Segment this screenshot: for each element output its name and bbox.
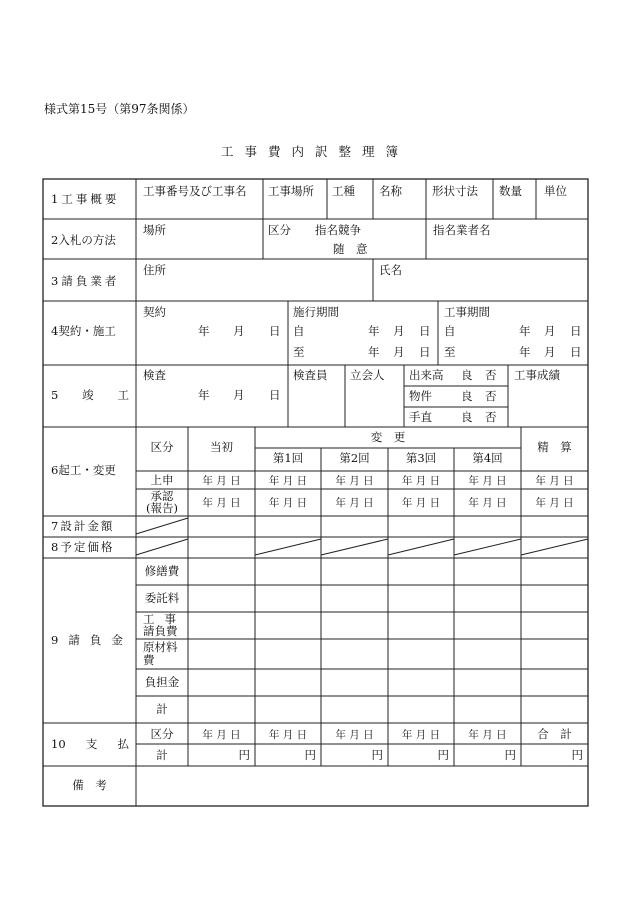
work-to-month: 月 (544, 345, 556, 359)
row5-label: 5竣工 (51, 388, 129, 402)
r9-materials-fee: 費 (143, 653, 155, 667)
inspection-label: 検査 (143, 368, 166, 382)
row8-label: 8予定価格 (51, 540, 115, 554)
r9-contract-fee: 請負費 (143, 624, 178, 638)
r6-approve-1: 年 月 日 (268, 497, 308, 509)
work-from-day: 日 (570, 324, 582, 338)
r6-time-2: 第2回 (339, 451, 370, 465)
procedure-bad: 否 (485, 410, 497, 424)
place-label: 場所 (143, 223, 166, 237)
r6-apply-4: 年 月 日 (468, 475, 507, 487)
r6-approve-initial: 年 月 日 (202, 497, 241, 509)
work-to: 至 (444, 345, 456, 359)
r6-approve-3: 年 月 日 (401, 497, 441, 509)
r6-report: (報告) (146, 501, 178, 515)
output-good: 良 (461, 368, 473, 382)
table-grid (43, 179, 588, 806)
row2-label: 2入札の方法 (51, 233, 116, 247)
r10-yen-4: 円 (437, 748, 449, 762)
r10-date-2: 年 月 日 (268, 729, 308, 741)
r6-apply-2: 年 月 日 (335, 475, 374, 487)
row4-label: 4契約・施工 (51, 324, 116, 338)
work-period-label: 工事期間 (444, 305, 490, 319)
type-header: 工種 (332, 184, 355, 198)
work-grade-label: 工事成績 (514, 368, 560, 382)
r6-approve-4: 年 月 日 (468, 497, 507, 509)
page-title: 工事費内訳整理簿 (220, 144, 409, 159)
r10-yen-5: 円 (504, 748, 516, 762)
r6-approve-settle: 年 月 日 (535, 497, 574, 509)
form-number: 様式第15号（第97条関係） (44, 102, 195, 116)
r10-yen-2: 円 (304, 748, 316, 762)
site-header: 工事場所 (268, 184, 314, 198)
name-header: 名称 (379, 184, 402, 198)
quantity-header: 数量 (499, 184, 522, 198)
r6-apply-initial: 年 月 日 (202, 475, 241, 487)
row3-label: 3請負業者 (51, 274, 120, 288)
r10-yen-6: 円 (571, 748, 583, 762)
inspector-label: 検査員 (293, 368, 328, 382)
r6-settlement: 精 算 (537, 440, 572, 454)
r6-apply-3: 年 月 日 (401, 475, 441, 487)
r6-time-1: 第1回 (272, 451, 304, 465)
r6-time-3: 第3回 (405, 451, 437, 465)
r10-yen-1: 円 (238, 748, 250, 762)
r10-category: 区分 (150, 727, 174, 741)
row6-label: 6起工・変更 (51, 463, 116, 477)
exec-to: 至 (293, 345, 305, 359)
row9-label: 9請負金 (51, 633, 133, 647)
goods-good: 良 (461, 389, 473, 403)
r10-date-5: 年 月 日 (468, 729, 507, 741)
remarks-label: 備 考 (72, 778, 107, 792)
r6-apply: 上申 (150, 473, 174, 487)
r10-date-1: 年 月 日 (202, 729, 241, 741)
contract-month: 月 (233, 324, 245, 338)
r6-apply-1: 年 月 日 (268, 475, 308, 487)
output-label: 出来高 (409, 368, 444, 382)
r9-burden: 負担金 (144, 675, 180, 689)
r6-change: 変 更 (370, 430, 406, 444)
inspection-month: 月 (233, 388, 245, 402)
witness-label: 立会人 (350, 368, 385, 382)
goods-bad: 否 (485, 389, 497, 403)
unit-header: 単位 (544, 184, 567, 198)
work-from: 自 (444, 324, 456, 338)
exec-from-day: 日 (419, 324, 431, 338)
contractor-name-label: 氏名 (379, 263, 402, 277)
r6-approve-2: 年 月 日 (335, 497, 374, 509)
contract-day: 日 (269, 324, 281, 338)
exec-from: 自 (293, 324, 305, 338)
procedure-good: 良 (461, 410, 473, 424)
contract-label: 契約 (143, 305, 166, 319)
ledger-table (43, 179, 588, 806)
designated-bid: 指名競争 (315, 223, 361, 237)
r9-repair: 修繕費 (144, 564, 180, 578)
exec-to-year: 年 (368, 345, 380, 359)
project-no-name-header: 工事番号及び工事名 (143, 184, 247, 198)
r10-sum: 合 計 (537, 727, 572, 741)
inspection-day: 日 (269, 388, 281, 402)
r10-total-label: 計 (156, 748, 168, 762)
r10-yen-3: 円 (371, 748, 383, 762)
work-from-year: 年 (519, 324, 531, 338)
row1-label: 1工事概要 (51, 192, 120, 206)
goods-label: 物件 (409, 389, 432, 403)
contract-year: 年 (198, 324, 210, 338)
r6-apply-settle: 年 月 日 (535, 475, 574, 487)
address-label: 住所 (143, 263, 166, 277)
exec-to-day: 日 (419, 345, 431, 359)
work-from-month: 月 (544, 324, 556, 338)
r6-approval: 承認 (150, 489, 174, 503)
procedure-label: 手直 (409, 410, 432, 424)
work-to-year: 年 (519, 345, 531, 359)
r10-date-3: 年 月 日 (335, 729, 374, 741)
r9-materials: 原材料 (143, 640, 178, 654)
output-bad: 否 (485, 368, 497, 382)
row10-label: 10支払 (51, 737, 129, 751)
exec-to-month: 月 (393, 345, 405, 359)
r6-initial: 当初 (210, 440, 233, 454)
work-to-day: 日 (570, 345, 582, 359)
designated-contractor-label: 指名業者名 (433, 223, 491, 237)
r9-construction: 工事 (143, 612, 186, 626)
inspection-year: 年 (198, 388, 210, 402)
shape-size-header: 形状寸法 (432, 184, 478, 198)
voluntary-contract: 随 意 (333, 242, 368, 256)
category-label: 区分 (268, 223, 291, 237)
r10-date-4: 年 月 日 (401, 729, 441, 741)
exec-period-label: 施行期間 (293, 305, 339, 319)
r9-total: 計 (156, 702, 168, 716)
row7-label: 7設計金額 (51, 519, 115, 533)
exec-from-month: 月 (393, 324, 405, 338)
r6-time-4: 第4回 (472, 451, 503, 465)
r9-commission: 委託料 (144, 591, 180, 605)
exec-from-year: 年 (368, 324, 380, 338)
r6-category: 区分 (150, 440, 174, 454)
